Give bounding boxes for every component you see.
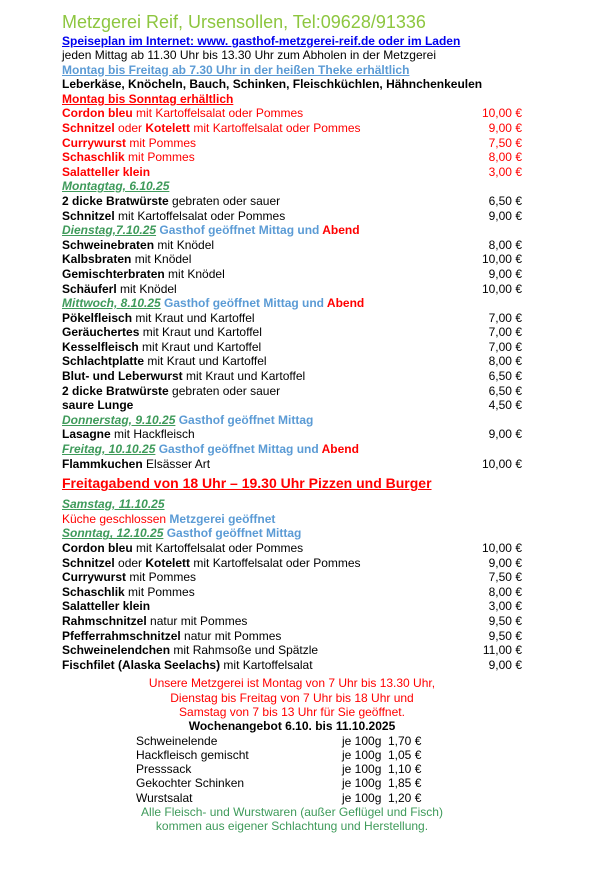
menu-item-text <box>62 340 261 355</box>
menu-item-text <box>62 541 303 556</box>
menu-item <box>62 121 522 136</box>
menu-item-desc: natur mit Pommes <box>180 628 282 643</box>
menu-item-desc: oder <box>114 120 146 135</box>
menu-item <box>62 384 522 399</box>
menu-item <box>62 556 522 571</box>
menu-item-desc-alt: mit Kartoffelsalat oder Pommes <box>190 120 361 135</box>
weekly-offer-list <box>136 734 436 805</box>
menu-item <box>62 354 522 369</box>
menu-item-price: 9,00 € <box>488 657 522 672</box>
menu-item-name: Schnitzel <box>62 555 115 570</box>
menu-item-text <box>62 585 195 600</box>
offer-row <box>136 776 436 790</box>
offer-row <box>136 762 436 776</box>
wednesday-menu-list <box>62 311 522 413</box>
wednesday-label: Mittwoch, 8.10.25 <box>62 296 161 311</box>
thursday-menu-list <box>62 427 522 442</box>
menu-item <box>62 194 522 209</box>
menu-item-name: Schaschlik <box>62 150 125 165</box>
menu-item <box>62 457 522 472</box>
offer-name: Gekochter Schinken <box>136 776 245 791</box>
monday-heading <box>62 179 522 194</box>
menu-item-price: 9,00 € <box>488 208 522 223</box>
offer-unit: je 100g <box>342 790 382 805</box>
offer-name: Schweinelende <box>136 733 218 748</box>
menu-item <box>62 541 522 556</box>
menu-item-price: 6,50 € <box>488 193 522 208</box>
monday-menu-list <box>62 194 522 223</box>
page-title: Metzgerei Reif, Ursensollen, Tel:09628/91336 <box>62 12 426 32</box>
friday-menu-list <box>62 457 522 472</box>
menu-item-price: 8,00 € <box>488 150 522 165</box>
menu-item-text <box>62 427 195 442</box>
menu-item-name: Pfefferrahmschnitzel <box>62 628 181 643</box>
menu-item-price: 3,00 € <box>488 164 522 179</box>
menu-item-text <box>62 136 196 151</box>
menu-item-name: Schaschlik <box>62 584 125 599</box>
menu-item <box>62 570 522 585</box>
menu-item-name-alt: Kotelett <box>145 120 191 135</box>
offer-name: Presssack <box>136 762 192 777</box>
menu-item-desc: oder <box>114 555 146 570</box>
menu-item-desc: mit Kartoffelsalat oder Pommes <box>132 541 304 555</box>
menu-item-desc: mit Knödel <box>154 237 215 252</box>
menu-item-text <box>62 384 280 399</box>
menu-item-name: Rahmschnitzel <box>62 613 147 628</box>
opening-hours-2: Dienstag bis Freitag von 7 Uhr bis 18 Uhr und <box>170 690 414 705</box>
menu-item-name: Blut- und Leberwurst <box>62 369 183 384</box>
tuesday-note-evening: Abend <box>322 223 360 238</box>
menu-item-price: 9,00 € <box>488 427 522 442</box>
menu-item-text <box>62 121 361 136</box>
website-link[interactable]: Speiseplan im Internet: www. gasthof-metzgerei-reif.de oder im Laden <box>62 34 461 48</box>
menu-item-price: 7,00 € <box>488 310 522 325</box>
menu-item-price: 9,00 € <box>488 266 522 281</box>
opening-hours-3: Samstag von 7 bis 13 Uhr für Sie geöffnet. <box>179 704 405 719</box>
menu-item-text <box>62 457 210 472</box>
offer-name: Hackfleisch gemischt <box>136 747 249 762</box>
menu-item-desc: mit Kraut und Kartoffel <box>132 310 255 325</box>
menu-item-text <box>62 643 318 658</box>
menu-item <box>62 340 522 355</box>
menu-item-desc: mit Pommes <box>124 584 195 599</box>
menu-item-price: 3,00 € <box>488 599 522 614</box>
menu-item-desc: mit Rahmsoße und Spätzle <box>170 643 319 658</box>
tuesday-heading <box>62 223 522 238</box>
daily-items: Leberkäse, Knöcheln, Bauch, Schinken, Fleischküchlen, Hähnchenkeulen <box>62 77 483 92</box>
offer-price: 1,70 € <box>388 733 422 748</box>
menu-item-name: Flammkuchen <box>62 456 143 471</box>
menu-item-text <box>62 614 247 629</box>
menu-item-price: 8,00 € <box>488 584 522 599</box>
saturday-closed: Küche geschlossen <box>62 511 170 526</box>
offer-price: 1,10 € <box>388 762 422 777</box>
menu-item-text <box>62 150 195 165</box>
menu-item-price: 6,50 € <box>488 369 522 384</box>
friday-note-evening: Abend <box>321 442 359 457</box>
menu-item-desc: mit Pommes <box>124 150 195 165</box>
menu-item-name: Schweinebraten <box>62 237 155 252</box>
menu-item-name: Schäuferl <box>62 281 117 296</box>
menu-item <box>62 614 522 629</box>
menu-item-price: 7,50 € <box>488 570 522 585</box>
friday-label: Freitag, 10.10.25 <box>62 442 156 457</box>
offer-row <box>136 734 436 748</box>
menu-item <box>62 136 522 151</box>
pickup-note: jeden Mittag ab 11.30 Uhr bis 13.30 Uhr zum Abholen in der Metzgerei <box>62 48 436 62</box>
menu-page <box>62 10 522 834</box>
menu-item-name: Kesselfleisch <box>62 339 139 354</box>
menu-item <box>62 643 522 658</box>
menu-item <box>62 282 522 297</box>
weekly-heading: Montag bis Sonntag erhältlich <box>62 91 234 106</box>
menu-item-name: Pökelfleisch <box>62 310 133 325</box>
menu-item-name: saure Lunge <box>62 398 134 413</box>
menu-item-text <box>62 267 225 282</box>
menu-item <box>62 325 522 340</box>
thursday-note: Gasthof geöffnet Mittag <box>175 412 314 427</box>
saturday-label: Samstag, 11.10.25 <box>62 497 165 512</box>
menu-item-name: Schnitzel <box>62 120 115 135</box>
menu-item-text <box>62 570 196 585</box>
offer-name: Wurstsalat <box>136 790 193 805</box>
menu-item-text <box>62 556 361 571</box>
menu-item-text <box>62 325 262 340</box>
menu-item-name: Fischfilet (Alaska Seelachs) <box>62 657 221 672</box>
menu-item-price: 9,50 € <box>488 613 522 628</box>
menu-item-name: Gemischterbraten <box>62 266 165 281</box>
friday-evening-banner: Freitagabend von 18 Uhr – 19.30 Uhr Pizzen und Burger <box>62 475 432 492</box>
menu-item-text <box>62 209 285 224</box>
tuesday-note: Gasthof geöffnet Mittag und <box>156 223 323 238</box>
sunday-heading <box>62 526 522 541</box>
menu-item <box>62 629 522 644</box>
saturday-note: Metzgerei geöffnet <box>169 511 276 526</box>
monday-label: Montagtag, 6.10.25 <box>62 179 170 194</box>
menu-item-name: 2 dicke Bratwürste <box>62 383 169 398</box>
menu-item-price: 9,50 € <box>488 628 522 643</box>
daily-menu-list <box>62 106 522 179</box>
saturday-heading <box>62 497 522 512</box>
menu-item <box>62 311 522 326</box>
offer-unit: je 100g <box>342 733 382 748</box>
menu-item-price: 10,00 € <box>481 456 522 471</box>
wednesday-heading <box>62 296 522 311</box>
menu-item <box>62 238 522 253</box>
menu-item-desc: gebraten oder sauer <box>168 383 281 398</box>
wednesday-note-evening: Abend <box>326 296 365 311</box>
menu-item-text <box>62 106 303 121</box>
thursday-label: Donnerstag, 9.10.25 <box>62 412 176 427</box>
menu-item-desc: mit Knödel <box>116 281 177 296</box>
origin-note-1: Alle Fleisch- und Wurstwaren (außer Geflügel und Fisch) <box>141 805 443 820</box>
menu-item-text <box>62 629 281 644</box>
saturday-note-line <box>62 512 522 527</box>
menu-item-price: 7,50 € <box>488 135 522 150</box>
menu-item-text <box>62 238 214 253</box>
menu-item-name: Currywurst <box>62 135 127 150</box>
menu-item-text <box>62 165 150 180</box>
opening-hours-1: Unsere Metzgerei ist Montag von 7 Uhr bis 13.30 Uhr, <box>148 676 436 691</box>
offer-row <box>136 791 436 805</box>
menu-item-name: Schlachtplatte <box>62 354 145 369</box>
menu-item-text <box>62 599 150 614</box>
menu-item <box>62 150 522 165</box>
menu-item-desc: mit Kartoffelsalat oder Pommes <box>132 106 304 121</box>
menu-item-price: 10,00 € <box>481 106 522 121</box>
menu-item-name: Kalbsbraten <box>62 252 132 267</box>
menu-item-price: 7,00 € <box>488 325 522 340</box>
menu-item-price: 11,00 € <box>482 643 522 658</box>
wednesday-note: Gasthof geöffnet Mittag und <box>160 296 327 311</box>
menu-item <box>62 427 522 442</box>
sunday-label: Sonntag, 12.10.25 <box>62 526 164 541</box>
offer-price: 1,85 € <box>388 776 422 791</box>
offer-unit: je 100g <box>342 762 382 777</box>
menu-item-desc: mit Kraut und Kartoffel <box>182 369 306 384</box>
menu-item-desc: mit Kraut und Kartoffel <box>139 325 262 340</box>
menu-item-price: 10,00 € <box>481 252 522 267</box>
menu-item-desc-alt: mit Kartoffelsalat oder Pommes <box>190 555 361 570</box>
sunday-menu-list <box>62 541 522 672</box>
menu-item-desc: mit Kraut und Kartoffel <box>144 354 267 369</box>
menu-item-name: Cordon bleu <box>62 106 133 121</box>
thursday-heading <box>62 413 522 428</box>
menu-item-desc: mit Hackfleisch <box>110 427 195 442</box>
menu-item-price: 8,00 € <box>488 237 522 252</box>
offer-price: 1,05 € <box>388 747 422 762</box>
menu-item <box>62 585 522 600</box>
menu-item-desc: Elsässer Art <box>142 456 211 471</box>
menu-item-text <box>62 658 313 673</box>
menu-item-desc: gebraten oder sauer <box>168 193 281 208</box>
menu-item <box>62 252 522 267</box>
friday-note: Gasthof geöffnet Mittag und <box>155 442 322 457</box>
offer-row <box>136 748 436 762</box>
menu-item-name: Salatteller klein <box>62 599 151 614</box>
menu-item-text <box>62 369 305 384</box>
offer-price: 1,20 € <box>388 790 422 805</box>
menu-item-name: Schnitzel <box>62 208 115 223</box>
menu-item-text <box>62 252 191 267</box>
menu-item-desc: mit Kartoffelsalat oder Pommes <box>114 208 286 223</box>
menu-item <box>62 267 522 282</box>
menu-item <box>62 165 522 180</box>
tuesday-menu-list <box>62 238 522 296</box>
menu-item-name: Cordon bleu <box>62 541 133 555</box>
origin-note-2: kommen aus eigener Schlachtung und Herstellung. <box>155 819 429 834</box>
menu-item-desc: mit Pommes <box>126 135 197 150</box>
menu-item-name: Geräuchertes <box>62 325 140 340</box>
tuesday-label: Dienstag,7.10.25 <box>62 223 157 238</box>
daily-heading: Montag bis Freitag ab 7.30 Uhr in der heißen Theke erhältlich <box>62 62 410 77</box>
weekly-offer-title: Wochenangebot 6.10. bis 11.10.2025 <box>188 719 396 734</box>
menu-item-name: Currywurst <box>62 570 127 585</box>
menu-item-price: 4,50 € <box>488 398 522 413</box>
menu-item-price: 9,00 € <box>488 120 522 135</box>
menu-item <box>62 398 522 413</box>
menu-item-desc: mit Knödel <box>164 266 225 281</box>
menu-item-desc: mit Knödel <box>131 252 192 267</box>
menu-item-text <box>62 194 280 209</box>
menu-item <box>62 106 522 121</box>
sunday-note: Gasthof geöffnet Mittag <box>163 526 302 541</box>
menu-item <box>62 599 522 614</box>
menu-item-price: 9,00 € <box>488 555 522 570</box>
menu-item-desc: mit Pommes <box>126 570 197 585</box>
menu-item-price: 6,50 € <box>488 383 522 398</box>
menu-item <box>62 369 522 384</box>
menu-item-price: 10,00 € <box>481 281 522 296</box>
menu-item-desc: mit Kraut und Kartoffel <box>138 339 262 354</box>
friday-heading <box>62 442 522 457</box>
menu-item-name: Lasagne <box>62 427 111 442</box>
menu-item-price: 10,00 € <box>481 541 522 555</box>
offer-unit: je 100g <box>342 776 382 791</box>
menu-item <box>62 658 522 673</box>
offer-unit: je 100g <box>342 747 382 762</box>
menu-item-text <box>62 398 133 413</box>
menu-item-name: Schweinelendchen <box>62 643 171 658</box>
menu-item-price: 7,00 € <box>488 339 522 354</box>
menu-item-price: 8,00 € <box>488 354 522 369</box>
menu-item-desc: mit Kartoffelsalat <box>220 657 313 672</box>
menu-item-text <box>62 354 267 369</box>
menu-item-name-alt: Kotelett <box>145 555 191 570</box>
menu-item-name: 2 dicke Bratwürste <box>62 193 169 208</box>
menu-item-text <box>62 282 177 297</box>
menu-item-text <box>62 311 255 326</box>
menu-item <box>62 209 522 224</box>
menu-item-desc: natur mit Pommes <box>146 613 248 628</box>
menu-item-name: Salatteller klein <box>62 164 151 179</box>
